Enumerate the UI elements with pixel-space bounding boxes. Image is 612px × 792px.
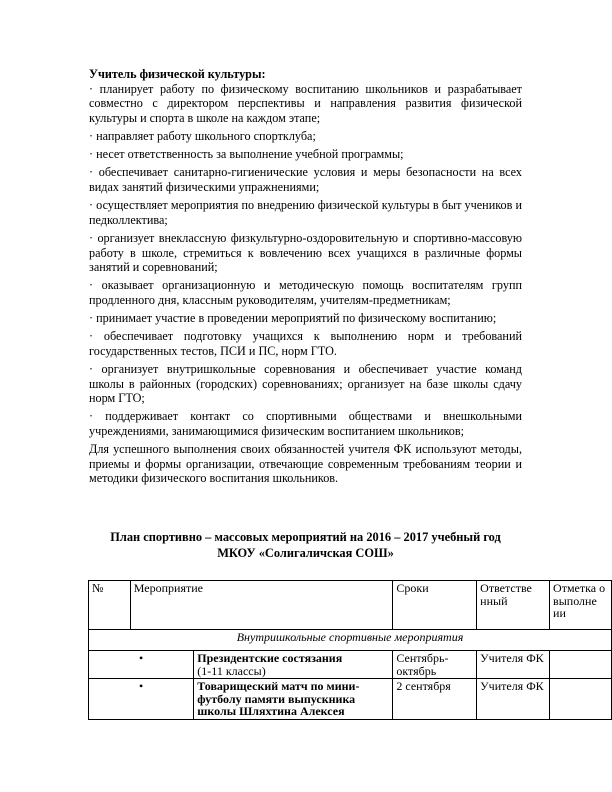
paragraph: · осуществляет мероприятия по внедрению физической культуры в быт учеников и педколлектива;	[89, 198, 522, 227]
header-event: Мероприятие	[130, 581, 393, 630]
paragraph: · несет ответственность за выполнение учебной программы;	[89, 147, 404, 162]
row-event	[194, 651, 393, 679]
event-title: Президентские состязания	[197, 651, 343, 665]
event-subtitle: (1-11 классы)	[197, 663, 266, 678]
paragraph: · планирует работу по физическому воспитанию школьников и разрабатывает совместно с директором перспективы и направления развития физической культуры и спорта в школе на каждом этапе;	[89, 81, 522, 125]
row-dates: Сентябрь-октябрь	[393, 651, 477, 679]
paragraph: · организует внутришкольные соревнования и обеспечивает участие команд школы в районных (городских) соревнованиях; организует на базе школы сдачу норм ГТО;	[89, 362, 522, 406]
row-dates: 2 сентября	[393, 679, 477, 720]
row-bullet: •	[89, 679, 194, 720]
row-event	[194, 679, 393, 720]
table-row	[89, 651, 612, 679]
paragraph: · поддерживает контакт со спортивными обществами и внешкольными учреждениями, занимающимися физическим воспитанием школьников;	[89, 409, 522, 438]
header-responsible: Ответстве нный	[477, 581, 550, 630]
paragraph: · принимает участие в проведении мероприятий по физическому воспитанию;	[89, 311, 497, 326]
row-responsible: Учителя ФК	[477, 651, 550, 679]
duties-section	[89, 67, 522, 490]
paragraph: · обеспечивает санитарно-гигиенические условия и меры безопасности на всех видах занятий физическими упражнениями;	[89, 165, 522, 194]
table-row	[89, 679, 612, 720]
row-mark	[550, 651, 612, 679]
school-name: МКОУ «Солигаличская СОШ»	[217, 546, 394, 560]
header-number: №	[89, 581, 131, 630]
event-title: Товарищеский матч по мини-футболу памяти выпускника школы Шляхтина Алексея	[197, 679, 360, 719]
row-mark	[550, 679, 612, 720]
section-heading: Учитель физической культуры:	[89, 67, 266, 81]
events-table	[88, 580, 612, 720]
paragraph: · организует внеклассную физкультурно-оздоровительную и спортивно-массовую работу в школе, стремиться к вовлечению всех учащихся в различные формы занятий и соревнований;	[89, 230, 522, 275]
closing-paragraph: Для успешного выполнения своих обязанностей учителя ФК используют методы, приемы и формы организации, отвечающие современным требованиям теории и методики физического воспитания школьников.	[89, 442, 522, 486]
section-label: Внутришкольные спортивные мероприятия	[89, 630, 612, 651]
row-responsible: Учителя ФК	[477, 679, 550, 720]
paragraph: · направляет работу школьного спортклуба;	[89, 128, 316, 143]
paragraph: · обеспечивает подготовку учащихся к выполнению норм и требований государственных тестов, ПСИ и ПС, норм ГТО.	[89, 329, 522, 358]
table-section-row	[89, 630, 612, 651]
table-header-row	[89, 581, 612, 630]
plan-title-line: План спортивно – массовых мероприятий на 2016 – 2017 учебный год	[110, 530, 501, 544]
header-mark: Отметка о выполне ии	[550, 581, 612, 630]
header-dates: Сроки	[393, 581, 477, 630]
row-bullet: •	[89, 651, 194, 679]
plan-title	[89, 529, 522, 561]
paragraph: · оказывает организационную и методическую помощь воспитателям групп продленного дня, классным руководителям, учителям-предметникам;	[89, 278, 522, 307]
